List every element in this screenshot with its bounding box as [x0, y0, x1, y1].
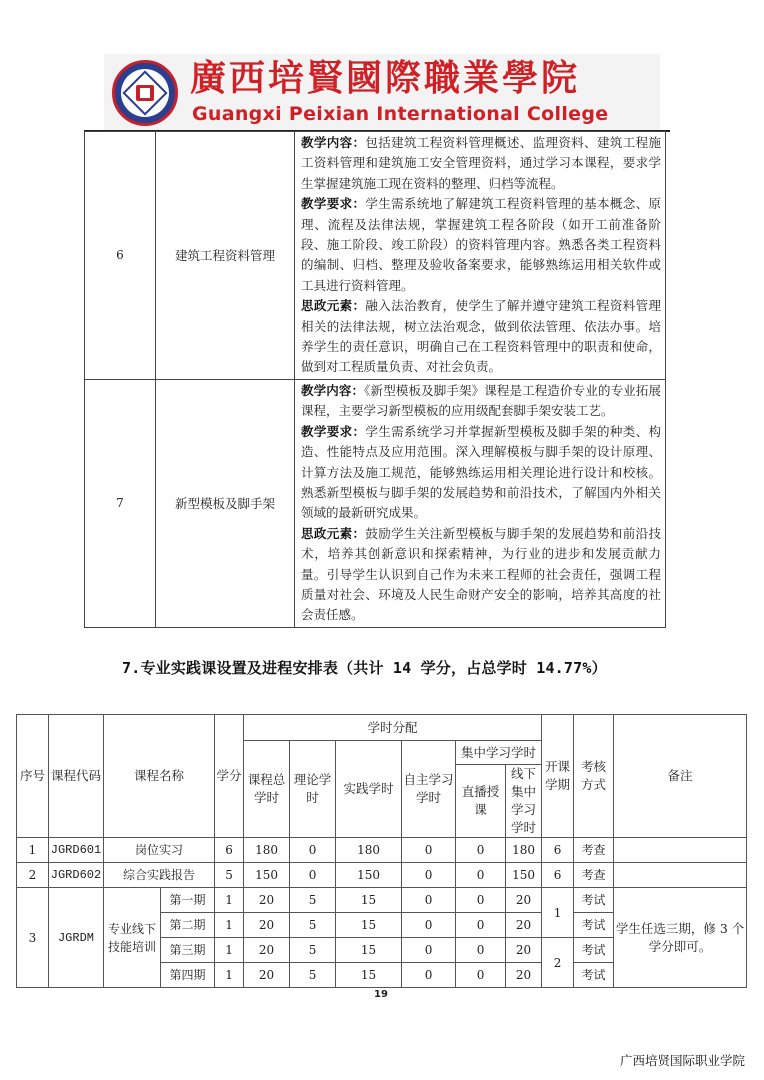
cell-offline: 150	[506, 863, 542, 888]
header-total-hours: 课程总学时	[244, 741, 290, 838]
cell-code: JGRD602	[49, 863, 104, 888]
cell-self-study: 0	[402, 888, 456, 913]
cell-remark	[614, 838, 747, 863]
header-self-study-hours: 自主学习学时	[402, 741, 456, 838]
course-name: 建筑工程资料管理	[156, 132, 295, 380]
cell-total: 20	[244, 913, 290, 938]
cell-offline: 20	[506, 963, 542, 988]
cell-semester: 6	[542, 863, 574, 888]
ideological-elements	[301, 524, 661, 626]
college-name-chinese: 廣西培賢國際職業學院	[190, 58, 581, 98]
header-name: 课程名称	[104, 715, 215, 838]
cell-seq: 1	[17, 838, 49, 863]
cell-theory: 5	[290, 938, 336, 963]
section-heading: 7.专业实践课设置及进程安排表（共计 14 学分，占总学时 14.77%）	[122, 659, 607, 677]
teaching-requirements	[301, 422, 661, 524]
header-practice-hours: 实践学时	[336, 741, 402, 838]
cell-practice: 15	[336, 913, 402, 938]
cell-name: 专业线下技能培训	[104, 888, 161, 988]
cell-total: 20	[244, 888, 290, 913]
cell-period: 第三期	[161, 938, 215, 963]
ideological-elements	[301, 296, 661, 378]
practice-course-table	[16, 714, 747, 988]
cell-total: 20	[244, 963, 290, 988]
paragraph-text: 学生需系统地了解建筑工程资料管理的基本概念、原理、流程及法律法规，掌握建筑工程各阶段（如开工前准备阶段、施工阶段、竣工阶段）的资料管理内容。熟悉各类工程资料的编制、归档、整理及验收备案要求，能够熟练运用相关软件或工具进行资料管理。	[301, 196, 661, 293]
cell-credit: 1	[215, 888, 244, 913]
header-hours-allocation: 学时分配	[244, 715, 542, 741]
cell-practice: 15	[336, 888, 402, 913]
header-credit: 学分	[215, 715, 244, 838]
cell-self-study: 0	[402, 963, 456, 988]
header-remark: 备注	[614, 715, 747, 838]
cell-remark	[614, 863, 747, 888]
cell-practice: 15	[336, 963, 402, 988]
paragraph-text: 学生需系统学习并掌握新型模板及脚手架的种类、构造、性能特点及应用范围。深入理解模板与脚手架的设计原理、计算方法及施工规范，能够熟练运用相关理论进行设计和校核。熟悉新型模板与脚手架的发展趋势和前沿技术，了解国内外相关领域的最新研究成果。	[301, 423, 661, 521]
cell-live: 0	[456, 863, 506, 888]
cell-name: 综合实践报告	[104, 863, 215, 888]
cell-offline: 20	[506, 913, 542, 938]
paragraph-label: 思政元素：	[301, 298, 366, 314]
teaching-requirements	[301, 194, 661, 296]
course-row	[85, 132, 666, 380]
cell-self-study: 0	[402, 913, 456, 938]
teaching-content	[301, 133, 661, 194]
cell-credit: 1	[215, 913, 244, 938]
cell-live: 0	[456, 913, 506, 938]
college-banner	[104, 54, 660, 130]
cell-offline: 20	[506, 888, 542, 913]
cell-assessment: 考查	[574, 863, 614, 888]
header-assessment: 考核方式	[574, 715, 614, 838]
cell-semester: 1	[542, 888, 574, 938]
course-row	[85, 379, 666, 627]
cell-credit: 5	[215, 863, 244, 888]
paragraph-text: 包括建筑工程资料管理概述、监理资料、建筑工程施工资料管理和建筑施工安全管理资料，通过学习本课程，要求学生掌握建筑施工现在资料的整理、归档等流程。	[301, 135, 661, 191]
header-offline-hours: 线下集中学习学时	[506, 765, 542, 838]
cell-assessment: 考查	[574, 838, 614, 863]
cell-offline: 180	[506, 838, 542, 863]
header-concentrated-hours: 集中学习学时	[456, 741, 542, 765]
cell-period: 第四期	[161, 963, 215, 988]
cell-live: 0	[456, 938, 506, 963]
cell-practice: 150	[336, 863, 402, 888]
table-row	[17, 838, 747, 863]
college-name-english: Guangxi Peixian International College	[192, 103, 609, 125]
paragraph-label: 教学内容：	[301, 382, 365, 398]
paragraph-label: 教学要求：	[301, 423, 366, 439]
cell-seq: 2	[17, 863, 49, 888]
cell-practice: 15	[336, 938, 402, 963]
paragraph-text: 鼓励学生关注新型模板与脚手架的发展趋势和前沿技术，培养其创新意识和探索精神，为行业的进步和发展贡献力量。引导学生认识到自己作为未来工程师的社会责任，强调工程质量对社会、环境及人民生命财产安全的影响，培养其高度的社会责任感。	[301, 525, 661, 623]
cell-period: 第二期	[161, 913, 215, 938]
page-number: 19	[374, 989, 388, 1000]
cell-self-study: 0	[402, 938, 456, 963]
course-number: 6	[85, 132, 156, 380]
header-theory-hours: 理论学时	[290, 741, 336, 838]
footer-organization: 广西培贤国际职业学院	[620, 1053, 746, 1068]
course-details	[295, 379, 666, 627]
cell-theory: 5	[290, 888, 336, 913]
course-description-table	[84, 131, 666, 628]
cell-theory: 0	[290, 863, 336, 888]
cell-semester: 6	[542, 838, 574, 863]
paragraph-label: 教学内容：	[301, 135, 366, 150]
teaching-content	[301, 381, 661, 422]
cell-live: 0	[456, 838, 506, 863]
cell-credit: 6	[215, 838, 244, 863]
cell-theory: 5	[290, 963, 336, 988]
cell-code: JGRDM	[49, 888, 104, 988]
cell-self-study: 0	[402, 863, 456, 888]
college-emblem-icon	[112, 60, 178, 126]
cell-theory: 5	[290, 913, 336, 938]
cell-total: 20	[244, 938, 290, 963]
table-row	[17, 888, 747, 913]
table-row	[17, 863, 747, 888]
cell-period: 第一期	[161, 888, 215, 913]
cell-assessment: 考试	[574, 888, 614, 913]
paragraph-label: 思政元素：	[301, 525, 366, 541]
paragraph-label: 教学要求：	[301, 196, 366, 212]
course-name: 新型模板及脚手架	[156, 379, 295, 627]
cell-assessment: 考试	[574, 913, 614, 938]
cell-semester: 2	[542, 938, 574, 988]
cell-practice: 180	[336, 838, 402, 863]
course-number: 7	[85, 379, 156, 627]
cell-live: 0	[456, 888, 506, 913]
book-icon	[136, 85, 154, 101]
cell-total: 150	[244, 863, 290, 888]
cell-theory: 0	[290, 838, 336, 863]
course-details	[295, 132, 666, 380]
header-seq: 序号	[17, 715, 49, 838]
cell-assessment: 考试	[574, 963, 614, 988]
cell-offline: 20	[506, 938, 542, 963]
cell-credit: 1	[215, 963, 244, 988]
cell-live: 0	[456, 963, 506, 988]
cell-remark: 学生任选三期，修 3 个学分即可。	[614, 888, 747, 988]
paragraph-text: 《新型模板及脚手架》课程是工程造价专业的专业拓展课程，主要学习新型模板的应用级配套脚手架安装工艺。	[301, 382, 661, 419]
header-live-teaching: 直播授课	[456, 765, 506, 838]
cell-total: 180	[244, 838, 290, 863]
paragraph-text: 融入法治教育，使学生了解并遵守建筑工程资料管理相关的法律法规，树立法治观念，做到依法管理、依法办事。培养学生的责任意识，明确自己在工程资料管理中的职责和使命，做到对工程质量负责、对社会负责。	[301, 298, 661, 375]
cell-seq: 3	[17, 888, 49, 988]
cell-assessment: 考试	[574, 938, 614, 963]
header-semester: 开课学期	[542, 715, 574, 838]
cell-credit: 1	[215, 938, 244, 963]
cell-name: 岗位实习	[104, 838, 215, 863]
cell-self-study: 0	[402, 838, 456, 863]
cell-code: JGRD601	[49, 838, 104, 863]
header-code: 课程代码	[49, 715, 104, 838]
